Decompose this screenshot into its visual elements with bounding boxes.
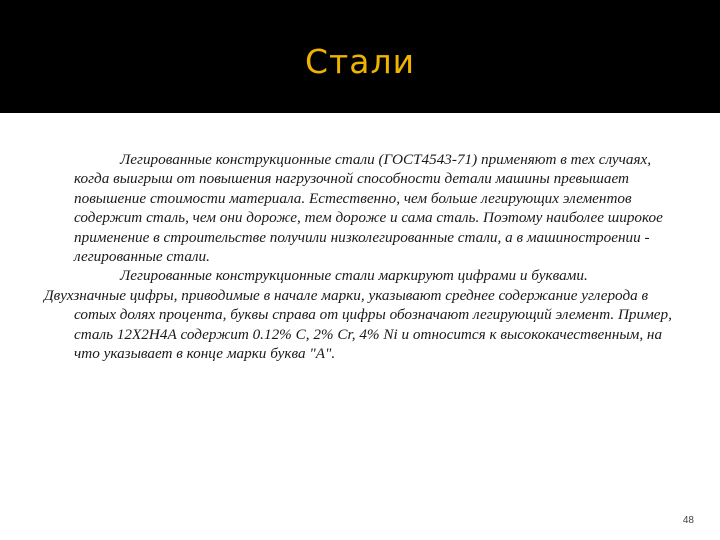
paragraph-1: Легированные конструкционные стали (ГОСТ4543-71) применяют в тех случаях, когда выигрыш от повышения нагрузочной способности детали машины превышает повышение стоимости материала. Естественно, чем больше легирующих элементов содержит сталь, чем они дороже, тем дороже и сама сталь. Поэтому наиболее широкое применение в строительстве получили низколегированные стали, а в машиностроении - легированные стали. — [74, 151, 663, 266]
slide-title: Стали — [304, 42, 416, 81]
slide-body — [44, 150, 684, 363]
paragraph-2: Легированные конструкционные стали маркируют цифрами и буквами. — [120, 267, 588, 285]
page-number: 48 — [682, 515, 694, 526]
paragraph-3: Двухзначные цифры, приводимые в начале марки, указывают среднее содержание углерода в сотых долях процента, буквы справа от цифры обозначают легирующий элемент. Пример, сталь 12Х2Н4А содержит 0.12% С, 2% Cr, 4% Ni и относится к высококачественным, на что указывает в конце марки буква "А". — [44, 286, 672, 363]
